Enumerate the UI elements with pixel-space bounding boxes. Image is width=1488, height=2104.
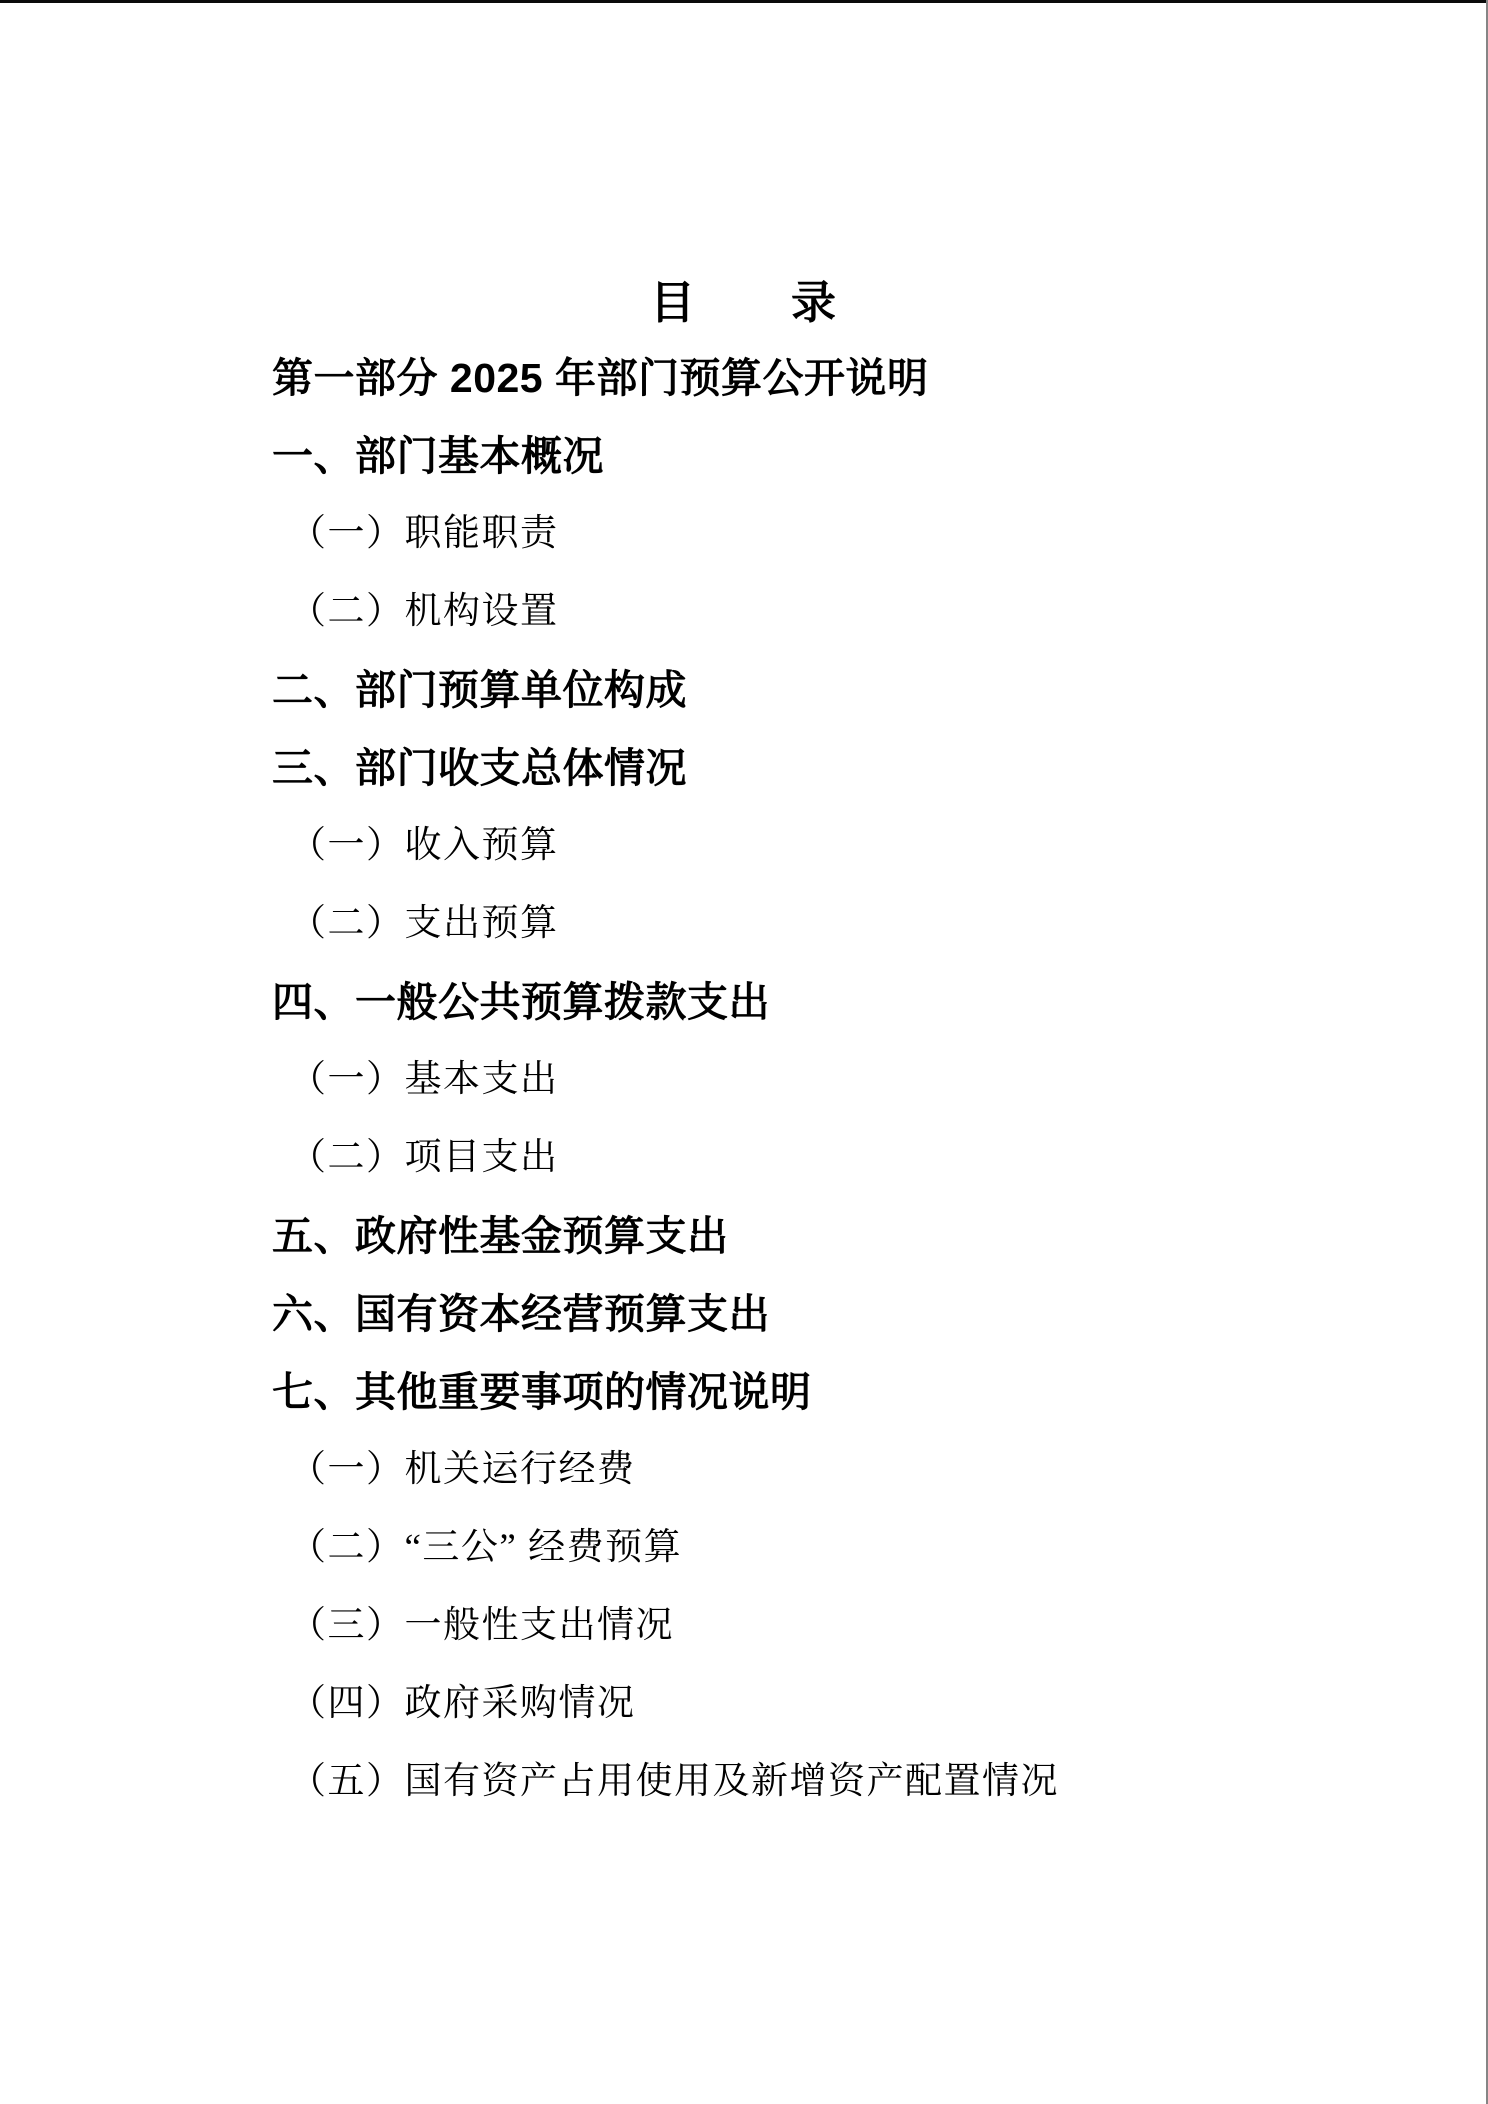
toc-sub-entry: （一）机关运行经费: [289, 1449, 636, 1490]
toc-sub-entry: （一）基本支出: [289, 1059, 559, 1100]
page-title: 目 录: [649, 277, 838, 328]
toc-heading-entry: 五、政府性基金预算支出: [272, 1213, 729, 1259]
toc-heading-entry: 三、部门收支总体情况: [272, 745, 687, 791]
toc-sub-entry: （二）项目支出: [289, 1137, 559, 1178]
toc-sub-entry: （三）一般性支出情况: [289, 1605, 674, 1646]
page-top-edge: [0, 0, 1488, 3]
toc-heading-entry: 二、部门预算单位构成: [272, 667, 687, 713]
toc-sub-entry: （二）支出预算: [289, 903, 559, 944]
toc-sub-entry: （一）职能职责: [289, 513, 559, 554]
toc-heading-entry: 四、一般公共预算拨款支出: [272, 979, 770, 1025]
toc-heading-entry: 六、国有资本经营预算支出: [272, 1291, 770, 1337]
toc-heading-entry: 第一部分 2025 年部门预算公开说明: [272, 355, 929, 401]
toc-sub-entry: （一）收入预算: [289, 825, 559, 866]
toc-heading-entry: 七、其他重要事项的情况说明: [272, 1369, 812, 1415]
toc-sub-entry: （二）“三公” 经费预算: [289, 1527, 683, 1568]
toc-sub-entry: （五）国有资产占用使用及新增资产配置情况: [289, 1761, 1059, 1802]
toc-list: [272, 339, 1422, 1821]
toc-heading-entry: 一、部门基本概况: [272, 433, 604, 479]
toc-sub-entry: （四）政府采购情况: [289, 1683, 636, 1724]
toc-sub-entry: （二）机构设置: [289, 591, 559, 632]
